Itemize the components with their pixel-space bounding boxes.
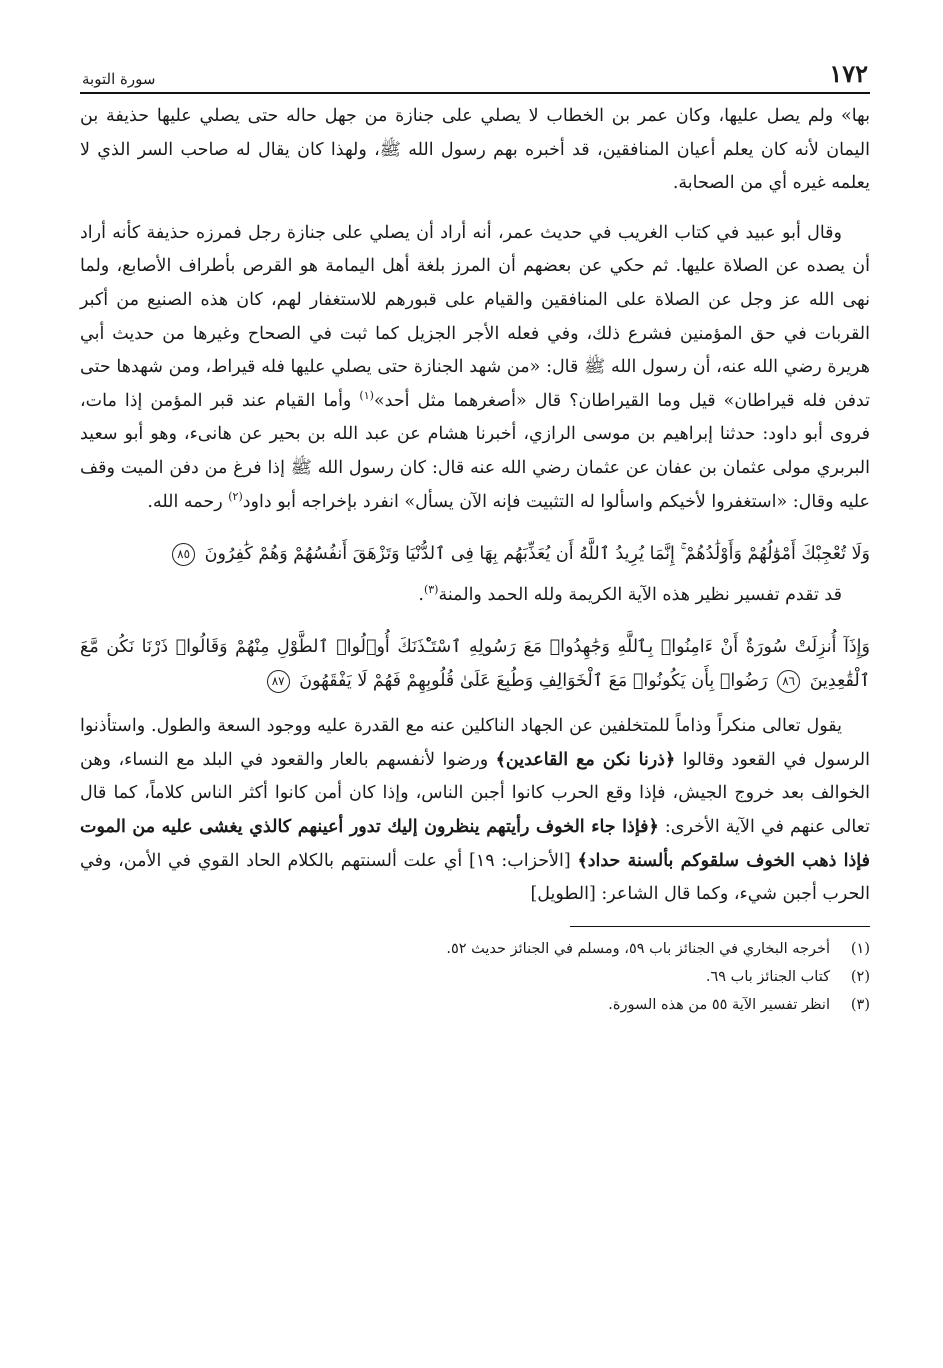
verse-number-marker: ٨٦: [777, 670, 800, 693]
footnote-ref-2: (٢): [228, 489, 243, 503]
quran-quote-2: ﴿فإذا جاء الخوف رأيتهم ينظرون إليك تدور أعينهم كالذي يغشى عليه من الموت فإذا ذهب الخوف سلقوكم بألسنة حداد﴾: [80, 816, 870, 871]
footnote-number: (٢): [850, 968, 870, 985]
paragraph-1: بها» ولم يصل عليها، وكان عمر بن الخطاب لا يصلي على جنازة من جهل حاله حتى يصلي عليها حذيفة بن اليمان لأنه كان يعلم أعيان المنافقين، قد أخبره بهم رسول الله ﷺ، ولهذا كان يقال له صاحب السر الذي لا يعلمه غيره أي من الصحابة.: [80, 106, 870, 194]
quran-quote-1: ﴿ذرنا نكن مع القاعدين﴾: [495, 749, 676, 770]
verse-number-marker: ٨٥: [172, 543, 195, 566]
verse-87-text: رَضُوا۟ بِأَن يَكُونُوا۟ مَعَ ٱلْخَوَالِفِ وَطُبِعَ عَلَىٰ قُلُوبِهِمْ فَهُمْ لَا يَفْقَهُونَ: [299, 671, 768, 692]
paragraph-2-part-a: وقال أبو عبيد في كتاب الغريب في حديث عمر، أنه أراد أن يصلي على جنازة رجل فمرزه حذيفة كأنه أراد أن يصده عن الصلاة عليها. ثم حكي عن بعضهم أن المرز بلغة أهل اليمامة هو القرص بأطراف الأصابع، ولما نهى الله عز وجل عن الصلاة على المنافقين والقيام على قبورهم للاستغفار لهم، كان هذه الصنيع من أكبر القربات في حق المؤمنين فشرع ذلك، وفي فعله الأجر الجزيل كما ثبت في الصحاح وغيرها من حديث أبي هريرة رضي الله عنه، أن رسول الله ﷺ قال: «من شهد الجنازة حتى يصلي عليها فله قيراط، ومن شهدها حتى تدفن فله قيراطان» قيل وما القيراطان؟ قال «أصغرهما مثل أحد»: [80, 222, 870, 411]
footnote-ref-3: (٣): [423, 583, 439, 597]
surah-name: سورة التوبة: [82, 70, 156, 88]
commentary-verse-85: [80, 579, 870, 612]
document-page: [80, 52, 870, 1342]
paragraph-2: [80, 217, 870, 519]
footnote-divider: [570, 926, 870, 927]
paragraph-3-part-b: ورضوا لأنفسهم بالعار والقعود في البلد مع النساء، وهن الخوالف بعد خروج الجيش، فإذا وقع الحرب كانوا أجبن الناس، وإذا كان أمن كانوا أكثر الناس كلاماً، كما قال تعالى عنهم في الآية الأخرى:: [80, 749, 870, 837]
paragraph-3: [80, 710, 870, 912]
quran-verses-86-87: [80, 630, 870, 698]
footnote-item: [80, 991, 870, 1019]
paragraph-3-part-a: يقول تعالى منكراً وذاماً للمتخلفين عن الجهاد الناكلين عنه مع القدرة عليه ووجود السعة والطول. واستأذنوا الرسول في القعود وقالوا: [80, 716, 870, 770]
page-number: ١٧٢: [829, 59, 868, 88]
paragraph-2-part-c: رحمه الله.: [147, 491, 229, 512]
footnote-item: [80, 935, 870, 963]
paragraph-2-part-b: وأما القيام عند قبر المؤمن إذا مات، فروى أبو داود: حدثنا إبراهيم بن موسى الرازي، أخبرنا هشام عن عبد الله بن بحير عن هانىء، وهو أبو سعيد البربري مولى عثمان بن عفان عن عثمان رضي الله عنه قال: كان رسول الله ﷺ إذا فرغ من دفن الميت وقف عليه وقال: «استغفروا لأخيكم واسألوا له التثبيت فإنه الآن يسأل» انفرد بإخراجه أبو داود: [80, 390, 870, 512]
verse-number-marker: ٨٧: [267, 670, 290, 693]
footnote-text: كتاب الجنائز باب ٦٩.: [705, 968, 830, 985]
running-header: [80, 52, 870, 94]
footnotes: [80, 935, 870, 1019]
footnote-number: (٣): [850, 996, 870, 1013]
quran-verse-85: [80, 537, 870, 571]
commentary-text: قد تقدم تفسير نظير هذه الآية الكريمة ولله الحمد والمنة: [438, 585, 842, 606]
footnote-number: (١): [850, 940, 870, 957]
footnote-ref-1: (١): [359, 388, 374, 402]
paragraph-3-part-c: [الأحزاب: ١٩] أي علت ألسنتهم بالكلام الحاد القوي في الأمن، وفي الحرب أجبن شيء، وكما قال الشاعر: [الطويل]: [80, 850, 870, 905]
footnote-text: أخرجه البخاري في الجنائز باب ٥٩، ومسلم في الجنائز حديث ٥٢.: [446, 940, 830, 957]
footnote-text: انظر تفسير الآية ٥٥ من هذه السورة.: [608, 996, 830, 1013]
footnote-item: [80, 963, 870, 991]
commentary-end: .: [418, 585, 424, 606]
verse-86-text: وَإِذَآ أُنزِلَتْ سُورَةٌ أَنْ ءَامِنُوا۟ بِٱللَّهِ وَجَٰهِدُوا۟ مَعَ رَسُولِهِ ٱسْتَـْٔذَنَكَ أُو۟لُوا۟ ٱلطَّوْلِ مِنْهُمْ وَقَالُوا۟ ذَرْنَا نَكُن مَّعَ ٱلْقَٰعِدِينَ: [80, 637, 870, 692]
body-text: [80, 100, 870, 912]
verse-85-text: وَلَا تُعْجِبْكَ أَمْوَٰلُهُمْ وَأَوْلَٰدُهُمْ ۚ إِنَّمَا يُرِيدُ ٱللَّهُ أَن يُعَذِّبَهُم بِهَا فِى ٱلدُّنْيَا وَتَزْهَقَ أَنفُسُهُمْ وَهُمْ كَٰفِرُونَ: [204, 544, 870, 565]
